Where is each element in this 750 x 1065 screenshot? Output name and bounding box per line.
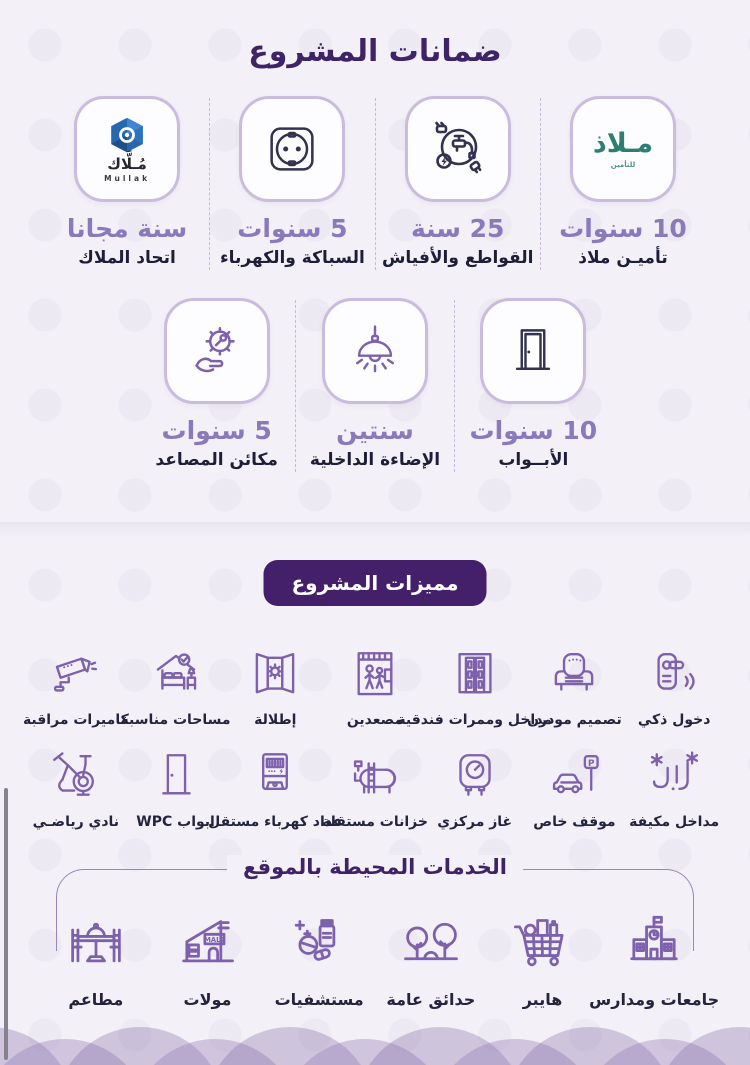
guarantee-subtitle: السباكة والكهرباء bbox=[219, 247, 365, 268]
dashed-divider bbox=[540, 98, 541, 270]
feature-label: مساحات مناسبة bbox=[120, 712, 231, 728]
guarantee-subtitle: مكائن المصاعد bbox=[155, 449, 278, 470]
feature-gym bbox=[26, 742, 126, 830]
guarantees-title: ضمانات المشروع bbox=[248, 34, 502, 69]
service-label: جامعات ومدارس bbox=[589, 990, 720, 1009]
service-label: مستشفيات bbox=[274, 990, 364, 1009]
service-hypermarket bbox=[487, 908, 599, 1009]
guarantee-item-plumbing bbox=[213, 96, 371, 268]
guarantee-subtitle: الأبــواب bbox=[498, 449, 569, 470]
exercise-bike-icon bbox=[47, 742, 105, 806]
features-row-1 bbox=[22, 640, 724, 728]
feature-view bbox=[225, 640, 325, 728]
electric-meter-icon bbox=[246, 742, 304, 806]
dining-table-icon bbox=[62, 908, 130, 980]
mullak-logo-icon bbox=[74, 96, 180, 202]
service-schools bbox=[589, 908, 720, 1009]
feature-label: دخول ذكي bbox=[637, 712, 711, 728]
service-label: مطاعم bbox=[68, 990, 124, 1009]
guarantee-item-mullak bbox=[48, 96, 206, 268]
service-hospitals bbox=[263, 908, 375, 1009]
ceiling-lamp-icon bbox=[322, 298, 428, 404]
guarantees-row-1 bbox=[48, 96, 702, 270]
feature-label: عداد كهرباء مستقل bbox=[208, 814, 343, 830]
water-tank-icon bbox=[346, 742, 404, 806]
scrollbar[interactable] bbox=[4, 788, 8, 1060]
gas-meter-icon bbox=[446, 742, 504, 806]
parking-icon bbox=[545, 742, 603, 806]
feature-central-gas bbox=[425, 742, 525, 830]
feature-label: غاز مركزي bbox=[437, 814, 513, 830]
service-label: هايبر bbox=[522, 990, 563, 1009]
feature-label: مداخل وممرات فندقية bbox=[397, 712, 552, 728]
guarantee-duration: 10 سنوات bbox=[469, 416, 598, 445]
guarantees-row-2 bbox=[138, 298, 612, 472]
guarantee-item-lighting bbox=[296, 298, 453, 470]
guarantee-item-breakers bbox=[379, 96, 537, 268]
dashed-divider bbox=[375, 98, 376, 270]
dashed-divider bbox=[209, 98, 210, 270]
wpc-door-icon bbox=[147, 742, 205, 806]
guarantee-subtitle: اتحاد الملاك bbox=[78, 247, 176, 268]
guarantee-duration: 5 سنوات bbox=[237, 214, 348, 243]
guarantee-duration: سنتين bbox=[336, 416, 414, 445]
feature-label: خزانات مستقلة bbox=[322, 814, 428, 830]
feature-electric-meter bbox=[208, 742, 343, 830]
feature-wpc-doors bbox=[126, 742, 226, 830]
guarantee-subtitle: الإضاءة الداخلية bbox=[309, 449, 441, 470]
feature-label: نادي رياضـي bbox=[32, 814, 120, 830]
maladh-tagline: للتأمين bbox=[610, 160, 636, 169]
feature-smart-entry bbox=[624, 640, 724, 728]
shopping-cart-icon bbox=[509, 908, 577, 980]
guarantee-duration: سنة مجانا bbox=[66, 214, 188, 243]
svg-text:MALL: MALL bbox=[204, 935, 226, 944]
dashed-divider bbox=[295, 300, 296, 472]
feature-hotel-entrances bbox=[397, 640, 552, 728]
service-parks bbox=[375, 908, 487, 1009]
features-row-2 bbox=[26, 742, 724, 830]
hotel-doors-icon bbox=[446, 640, 504, 704]
cctv-camera-icon bbox=[47, 640, 105, 704]
guarantee-subtitle: القواطع والأفياش bbox=[381, 247, 534, 268]
maladh-arabic-wordmark: مـلاذ bbox=[592, 127, 654, 159]
service-label: مولات bbox=[183, 990, 232, 1009]
window-view-icon bbox=[246, 640, 304, 704]
feature-private-parking bbox=[525, 742, 625, 830]
power-socket-icon bbox=[239, 96, 345, 202]
maladh-logo-icon bbox=[570, 96, 676, 202]
feature-ac-entrances bbox=[624, 742, 724, 830]
feature-cctv bbox=[22, 640, 129, 728]
feature-label: تصميم مودرن bbox=[527, 712, 622, 728]
feature-suitable-spaces bbox=[120, 640, 231, 728]
services-row bbox=[40, 908, 720, 1009]
section-divider bbox=[0, 522, 750, 538]
guarantee-item-doors bbox=[455, 298, 612, 470]
medicines-icon bbox=[285, 908, 353, 980]
elevator-machine-icon bbox=[164, 298, 270, 404]
feature-label: مصعدين bbox=[346, 712, 404, 728]
feature-label: ابواب WPC bbox=[136, 814, 215, 830]
dashed-divider bbox=[454, 300, 455, 472]
feature-label: إطلالة bbox=[254, 712, 297, 728]
svg-text:P: P bbox=[588, 759, 595, 770]
air-conditioning-icon bbox=[645, 742, 703, 806]
guarantee-item-maladh bbox=[544, 96, 702, 268]
guarantee-duration: 10 سنوات bbox=[559, 214, 687, 243]
service-label: حدائق عامة bbox=[386, 990, 476, 1009]
breakers-sockets-icon bbox=[405, 96, 511, 202]
door-icon bbox=[480, 298, 586, 404]
elevator-icon bbox=[346, 640, 404, 704]
school-icon bbox=[620, 908, 688, 980]
feature-label: كاميرات مراقبة bbox=[22, 712, 129, 728]
guarantee-subtitle: تأميـن ملاذ bbox=[578, 247, 668, 268]
guarantee-duration: 25 سنة bbox=[410, 214, 505, 243]
service-malls bbox=[152, 908, 264, 1009]
guarantee-item-elevator-machines bbox=[138, 298, 295, 470]
mall-building-icon bbox=[173, 908, 241, 980]
services-title: الخدمات المحيطة بالموقع bbox=[0, 855, 750, 879]
smart-lock-icon bbox=[645, 640, 703, 704]
feature-label: مداخل مكيفة bbox=[629, 814, 720, 830]
feature-label: موقف خاص bbox=[533, 814, 616, 830]
mullak-arabic-wordmark: مُـلَّاك bbox=[107, 155, 147, 173]
park-trees-icon bbox=[397, 908, 465, 980]
service-restaurants bbox=[40, 908, 152, 1009]
armchair-icon bbox=[545, 640, 603, 704]
bedroom-icon bbox=[147, 640, 205, 704]
mullak-latin-wordmark: Mullak bbox=[104, 174, 151, 183]
feature-two-elevators bbox=[325, 640, 425, 728]
scallop-decoration bbox=[0, 1015, 750, 1065]
features-title-pill: مميزات المشروع bbox=[264, 560, 487, 606]
guarantee-duration: 5 سنوات bbox=[161, 416, 272, 445]
